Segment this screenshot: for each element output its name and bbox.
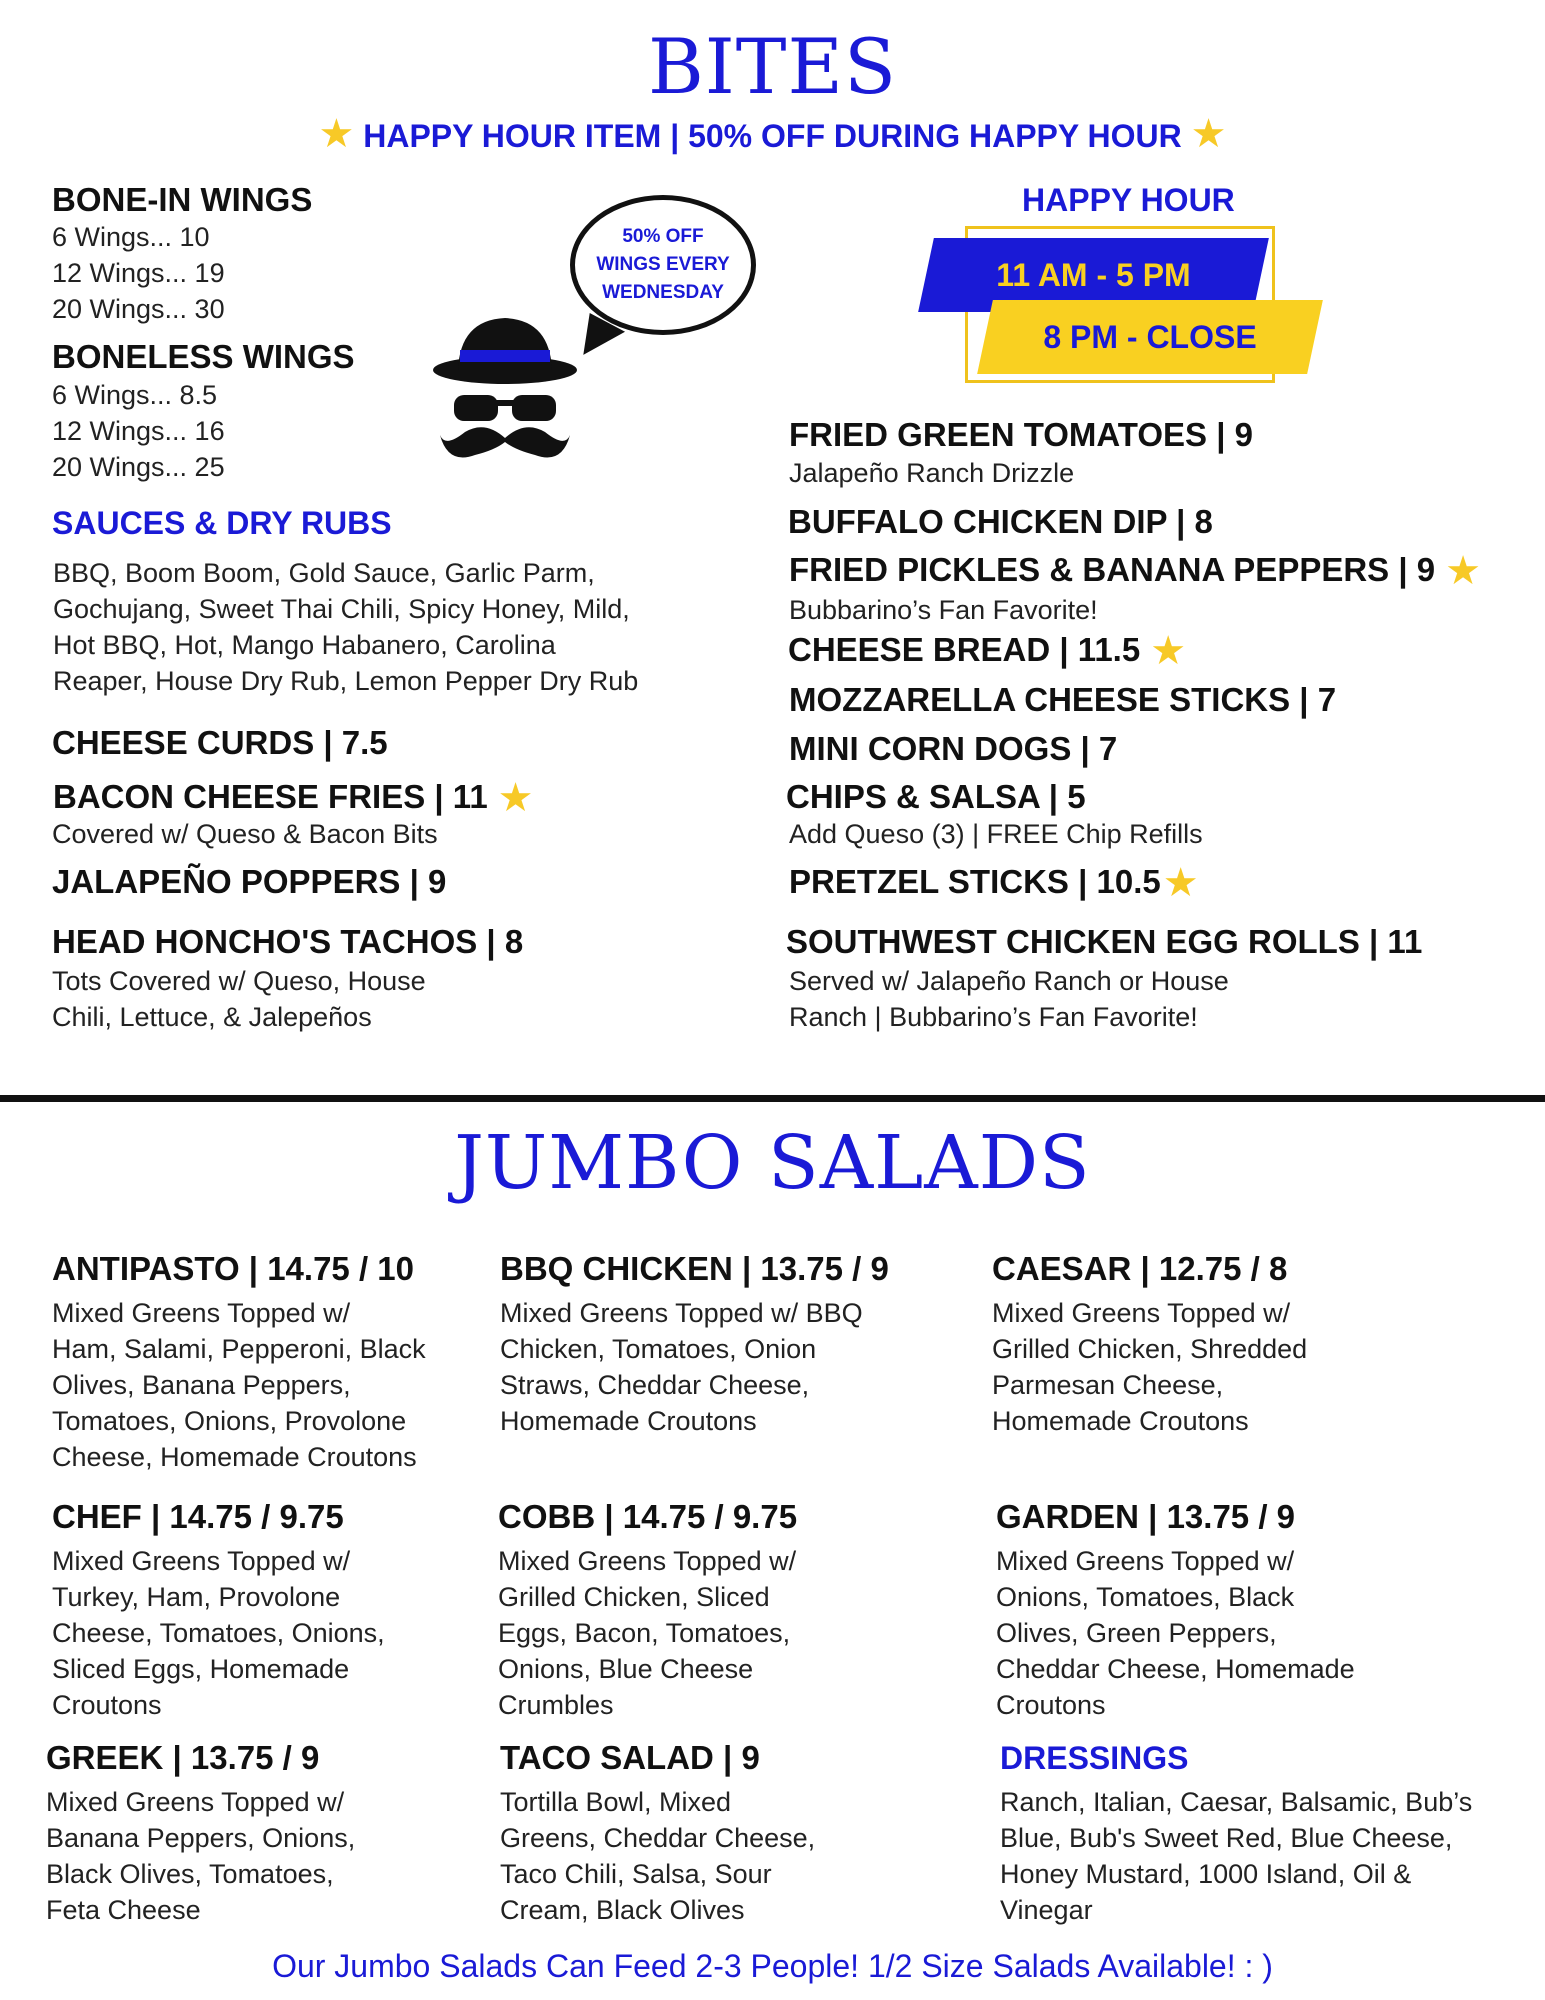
menu-item-desc: [52, 963, 426, 1035]
desc-line: Black Olives, Tomatoes,: [46, 1859, 334, 1889]
salad-card: [46, 1738, 355, 1928]
desc-line: Sliced Eggs, Homemade: [52, 1654, 350, 1684]
salad-desc: [996, 1543, 1355, 1723]
salad-desc: [46, 1784, 355, 1928]
desc-line: Eggs, Bacon, Tomatoes,: [498, 1618, 791, 1648]
wing-option: 6 Wings... 8.5: [52, 380, 218, 410]
sauces-line: BBQ, Boom Boom, Gold Sauce, Garlic Parm,: [53, 558, 595, 588]
desc-line: Mixed Greens Topped w/: [46, 1787, 345, 1817]
menu-item-desc: Add Queso (3) | FREE Chip Refills: [789, 819, 1203, 849]
desc-line: Honey Mustard, 1000 Island, Oil &: [1000, 1859, 1412, 1889]
menu-item-name: BACON CHEESE FRIES | 11: [53, 778, 488, 815]
sauces-line: Hot BBQ, Hot, Mango Habanero, Carolina: [53, 630, 556, 660]
menu-item: [788, 630, 1186, 671]
menu-item-name: PRETZEL STICKS | 10.5: [789, 863, 1161, 900]
bubble-line: 50% OFF: [622, 226, 704, 247]
menu-item: [53, 777, 534, 818]
salad-desc: [52, 1295, 426, 1475]
desc-line: Cream, Black Olives: [500, 1895, 745, 1925]
happy-hour-time-2: 8 PM - CLOSE: [1043, 319, 1257, 355]
salad-card: [500, 1249, 889, 1439]
desc-line: Cheese, Homemade Croutons: [52, 1442, 417, 1472]
menu-item-name: FRIED PICKLES & BANANA PEPPERS | 9: [789, 551, 1436, 588]
salad-name: TACO SALAD | 9: [500, 1739, 760, 1776]
sauces-line: Reaper, House Dry Rub, Lemon Pepper Dry Rub: [53, 666, 639, 696]
menu-item-name: SOUTHWEST CHICKEN EGG ROLLS | 11: [786, 923, 1423, 960]
salads-footer-note: Our Jumbo Salads Can Feed 2-3 People! 1/2 Size Salads Available! : ): [272, 1948, 1273, 1984]
salads-title: JUMBO SALADS: [454, 1120, 1091, 1206]
desc-line: Feta Cheese: [46, 1895, 201, 1925]
desc-line: Banana Peppers, Onions,: [46, 1823, 356, 1853]
wing-option: 12 Wings... 16: [52, 416, 225, 446]
star-icon: ★: [1162, 861, 1199, 905]
mustache-mascot-icon: [430, 300, 580, 470]
desc-line: Mixed Greens Topped w/: [996, 1546, 1295, 1576]
salad-name: ANTIPASTO | 14.75 / 10: [52, 1250, 414, 1287]
dressings-list: [1000, 1784, 1472, 1928]
salad-name: GREEK | 13.75 / 9: [46, 1739, 320, 1776]
desc-line: Tomatoes, Onions, Provolone: [52, 1406, 407, 1436]
star-icon: ★: [318, 112, 355, 156]
desc-line: Grilled Chicken, Shredded: [992, 1334, 1308, 1364]
desc-line: Homemade Croutons: [992, 1406, 1249, 1436]
bites-title: BITES: [647, 22, 898, 111]
desc-line: Olives, Banana Peppers,: [52, 1370, 351, 1400]
sauces-line: Gochujang, Sweet Thai Chili, Spicy Honey, Mild,: [53, 594, 630, 624]
desc-line: Cheese, Tomatoes, Onions,: [52, 1618, 385, 1648]
wing-option: 12 Wings... 19: [52, 258, 225, 288]
desc-line: Onions, Blue Cheese: [498, 1654, 754, 1684]
wing-option: 6 Wings... 10: [52, 222, 210, 252]
salad-card: [996, 1497, 1355, 1723]
desc-line: Mixed Greens Topped w/: [498, 1546, 797, 1576]
salad-desc: [500, 1784, 815, 1928]
salad-desc: [52, 1543, 385, 1723]
desc-line: Cheddar Cheese, Homemade: [996, 1654, 1355, 1684]
sauces-heading: SAUCES & DRY RUBS: [52, 505, 392, 541]
salad-name: CHEF | 14.75 / 9.75: [52, 1498, 344, 1535]
desc-line: Olives, Green Peppers,: [996, 1618, 1277, 1648]
desc-line: Vinegar: [1000, 1895, 1093, 1925]
boneless-wings-heading: BONELESS WINGS: [52, 338, 355, 375]
section-divider: [0, 1095, 1545, 1102]
desc-line: Chicken, Tomatoes, Onion: [500, 1334, 817, 1364]
star-icon: ★: [497, 776, 534, 820]
desc-line: Greens, Cheddar Cheese,: [500, 1823, 816, 1853]
menu-item-desc: Covered w/ Queso & Bacon Bits: [52, 819, 438, 849]
wing-wednesday-bubble: [570, 195, 756, 335]
bone-in-wings-heading: BONE-IN WINGS: [52, 181, 313, 218]
desc-line: Mixed Greens Topped w/: [52, 1298, 351, 1328]
desc-line: Ranch | Bubbarino’s Fan Favorite!: [789, 1002, 1198, 1032]
salad-card: [52, 1249, 426, 1475]
happy-hour-note: [0, 112, 1545, 158]
menu-item-desc: Jalapeño Ranch Drizzle: [789, 458, 1075, 488]
desc-line: Ranch, Italian, Caesar, Balsamic, Bub’s: [1000, 1787, 1473, 1817]
desc-line: Tortilla Bowl, Mixed: [500, 1787, 732, 1817]
desc-line: Mixed Greens Topped w/: [992, 1298, 1291, 1328]
menu-item-name: JALAPEÑO POPPERS | 9: [52, 863, 447, 900]
salad-card: [498, 1497, 797, 1723]
desc-line: Croutons: [52, 1690, 162, 1720]
desc-line: Homemade Croutons: [500, 1406, 757, 1436]
wing-option: 20 Wings... 30: [52, 294, 225, 324]
happy-hour-time-1: 11 AM - 5 PM: [996, 257, 1191, 293]
menu-item-desc: Bubbarino’s Fan Favorite!: [789, 595, 1098, 625]
dressings-heading: DRESSINGS: [1000, 1740, 1189, 1776]
menu-item-name: MINI CORN DOGS | 7: [789, 730, 1118, 767]
desc-line: Chili, Lettuce, & Jalepeños: [52, 1002, 372, 1032]
desc-line: Served w/ Jalapeño Ranch or House: [789, 966, 1229, 996]
desc-line: Turkey, Ham, Provolone: [52, 1582, 341, 1612]
star-icon: ★: [1190, 112, 1227, 156]
desc-line: Mixed Greens Topped w/: [52, 1546, 351, 1576]
salad-desc: [498, 1543, 797, 1723]
desc-line: Croutons: [996, 1690, 1106, 1720]
menu-item-name: CHEESE BREAD | 11.5: [788, 631, 1141, 668]
desc-line: Mixed Greens Topped w/ BBQ: [500, 1298, 863, 1328]
menu-item: [789, 550, 1481, 591]
salad-desc: [992, 1295, 1307, 1439]
menu-item: [789, 862, 1199, 903]
bone-in-wings-list: [52, 219, 225, 327]
star-icon: ★: [1150, 629, 1187, 673]
salad-name: CAESAR | 12.75 / 8: [992, 1250, 1288, 1287]
salad-card: [992, 1249, 1307, 1439]
desc-line: Crumbles: [498, 1690, 614, 1720]
dressings-card: [1000, 1738, 1472, 1928]
salad-name: COBB | 14.75 / 9.75: [498, 1498, 798, 1535]
salad-name: BBQ CHICKEN | 13.75 / 9: [500, 1250, 889, 1287]
happy-hour-heading: HAPPY HOUR: [1022, 182, 1235, 218]
menu-item-name: BUFFALO CHICKEN DIP | 8: [788, 503, 1213, 540]
menu-item-name: MOZZARELLA CHEESE STICKS | 7: [789, 681, 1337, 718]
menu-item-name: FRIED GREEN TOMATOES | 9: [789, 416, 1253, 453]
desc-line: Ham, Salami, Pepperoni, Black: [52, 1334, 426, 1364]
desc-line: Taco Chili, Salsa, Sour: [500, 1859, 772, 1889]
menu-item-name: CHIPS & SALSA | 5: [786, 778, 1086, 815]
wing-option: 20 Wings... 25: [52, 452, 225, 482]
salad-card: [500, 1738, 815, 1928]
salad-desc: [500, 1295, 889, 1439]
desc-line: Tots Covered w/ Queso, House: [52, 966, 426, 996]
boneless-wings-list: [52, 377, 225, 485]
desc-line: Parmesan Cheese,: [992, 1370, 1224, 1400]
sauces-list: [53, 555, 638, 699]
menu-item-name: CHEESE CURDS | 7.5: [52, 724, 388, 761]
desc-line: Onions, Tomatoes, Black: [996, 1582, 1295, 1612]
desc-line: Blue, Bub's Sweet Red, Blue Cheese,: [1000, 1823, 1453, 1853]
star-icon: ★: [1445, 549, 1481, 593]
happy-hour-note-text: HAPPY HOUR ITEM | 50% OFF DURING HAPPY HOUR: [363, 118, 1182, 154]
menu-item-name: HEAD HONCHO'S TACHOS | 8: [52, 923, 524, 960]
menu-item-desc: [789, 963, 1229, 1035]
bubble-line: WINGS EVERY: [596, 254, 730, 275]
desc-line: Straws, Cheddar Cheese,: [500, 1370, 810, 1400]
bubble-line: WEDNESDAY: [602, 282, 724, 303]
desc-line: Grilled Chicken, Sliced: [498, 1582, 770, 1612]
salad-name: GARDEN | 13.75 / 9: [996, 1498, 1296, 1535]
salad-card: [52, 1497, 385, 1723]
